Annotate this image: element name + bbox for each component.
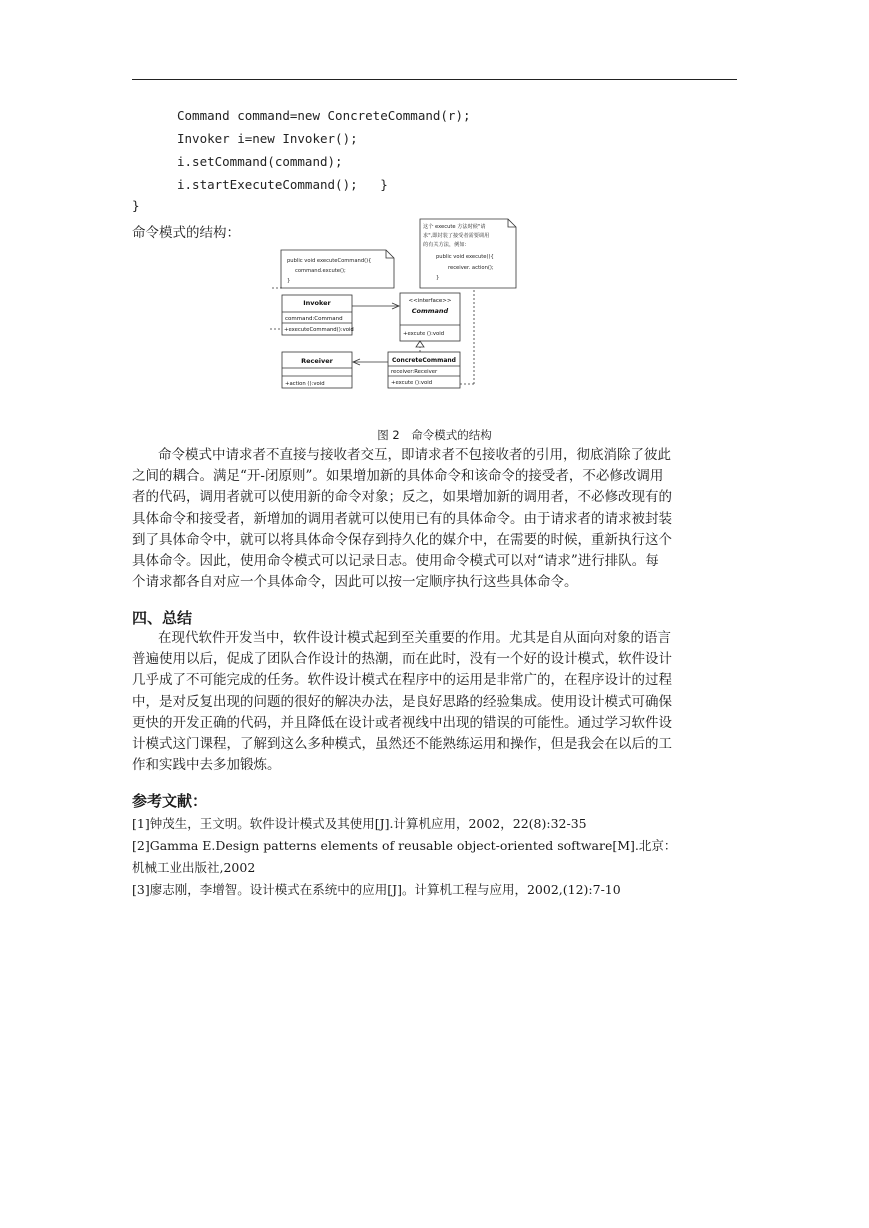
text-line: 者的代码，调用者就可以使用新的命令对象；反之，如果增加新的调用者，不必修改现有的 [132, 489, 672, 506]
text-line: 中，是对反复出现的问题的很好的解决办法，是良好思路的经验集成。使用设计模式可确保 [132, 693, 672, 710]
figure-caption: 图 2 命令模式的结构 [377, 428, 492, 442]
invoker-attr: command:Command [285, 316, 343, 322]
text-line: 具体命令和接受者，新增加的调用者就可以使用已有的具体命令。由于请求者的请求被封装 [132, 510, 672, 527]
header-rule [132, 79, 737, 80]
note-right-line: 求",即封装了接受者需要调用 [423, 233, 490, 239]
reference-item: [1]钟茂生，王文明。软件设计模式及其使用[J].计算机应用，2002，22(8):32-35 [132, 816, 587, 831]
paragraph-summary [132, 628, 737, 776]
code-line: i.startExecuteCommand(); } [177, 177, 388, 192]
text-line: 个请求都各自对应一个具体命令，因此可以按一定顺序执行这些具体命令。 [132, 574, 578, 591]
uml-diagram [270, 215, 530, 395]
code-line: Command command=new ConcreteCommand(r); [177, 108, 471, 123]
note-left-line: command.excute(); [295, 268, 346, 274]
text-line: 到了具体命令中，就可以将具体命令保存到持久化的媒介中，在需要的时候，重新执行这个 [132, 531, 672, 548]
paragraph-command-pattern [132, 445, 737, 593]
note-right-line: 的有关方法，例如： [423, 242, 470, 248]
reference-item: [3]廖志刚，李增智。设计模式在系统中的应用[J]。计算机工程与应用，2002,(12):7-10 [132, 882, 621, 897]
code-line: i.setCommand(command); [177, 154, 343, 169]
reference-item: 机械工业出版社,2002 [132, 860, 256, 875]
note-left-line: } [287, 278, 291, 284]
concrete-class-name: ConcreteCommand [392, 357, 456, 364]
text-line: 具体命令。因此，使用命令模式可以记录日志。使用命令模式可以对“请求”进行排队。每 [132, 552, 659, 569]
invoker-op: +executeCommand():void [284, 327, 354, 333]
heading-summary: 四、总结 [132, 609, 193, 627]
concrete-attr: receiver:Receiver [391, 369, 438, 375]
structure-label: 命令模式的结构： [132, 225, 240, 241]
note-right-line: 这个 execute 方法时候"请 [423, 224, 486, 230]
command-class-name: Command [411, 307, 449, 315]
code-line: } [132, 198, 140, 213]
text-line: 之间的耦合。满足“开-闭原则”。如果增加新的具体命令和该命令的接受者，不必修改调用 [132, 468, 664, 485]
text-line: 几乎成了不可能完成的任务。软件设计模式在程序中的运用是非常广的，在程序设计的过程 [132, 672, 672, 689]
code-line: Invoker i=new Invoker(); [177, 131, 358, 146]
text-line: 计模式这门课程，了解到这么多种模式，虽然还不能熟练运用和操作，但是我会在以后的工 [132, 735, 672, 752]
receiver-op: +action ():void [285, 381, 325, 387]
note-right-line: receiver. action(); [448, 265, 494, 271]
text-line: 在现代软件开发当中，软件设计模式起到至关重要的作用。尤其是自从面向对象的语言 [158, 630, 671, 646]
note-right-line: } [436, 275, 440, 281]
receiver-class-name: Receiver [301, 357, 333, 365]
concrete-op: +excute ():void [391, 380, 433, 386]
text-line: 普遍使用以后，促成了团队合作设计的热潮，而在此时，没有一个好的设计模式，软件设计 [132, 651, 672, 668]
heading-references: 参考文献： [132, 792, 208, 810]
text-line: 更快的开发正确的代码，并且降低在设计或者视线中出现的错误的可能性。通过学习软件设 [132, 714, 672, 731]
note-left-line: public void executeCommand(){ [287, 258, 372, 264]
text-line: 作和实践中去多加锻炼。 [132, 757, 281, 774]
note-right-line: public void execute(){ [436, 254, 494, 260]
text-line: 命令模式中请求者不直接与接收者交互，即请求者不包接收者的引用，彻底消除了彼此 [158, 447, 671, 463]
command-op: +excute ():void [403, 331, 445, 337]
command-stereotype: <<interface>> [408, 298, 452, 304]
reference-item: [2]Gamma E.Design patterns elements of reusable object-oriented software[M].北京： [132, 838, 677, 853]
invoker-class-name: Invoker [303, 299, 331, 307]
